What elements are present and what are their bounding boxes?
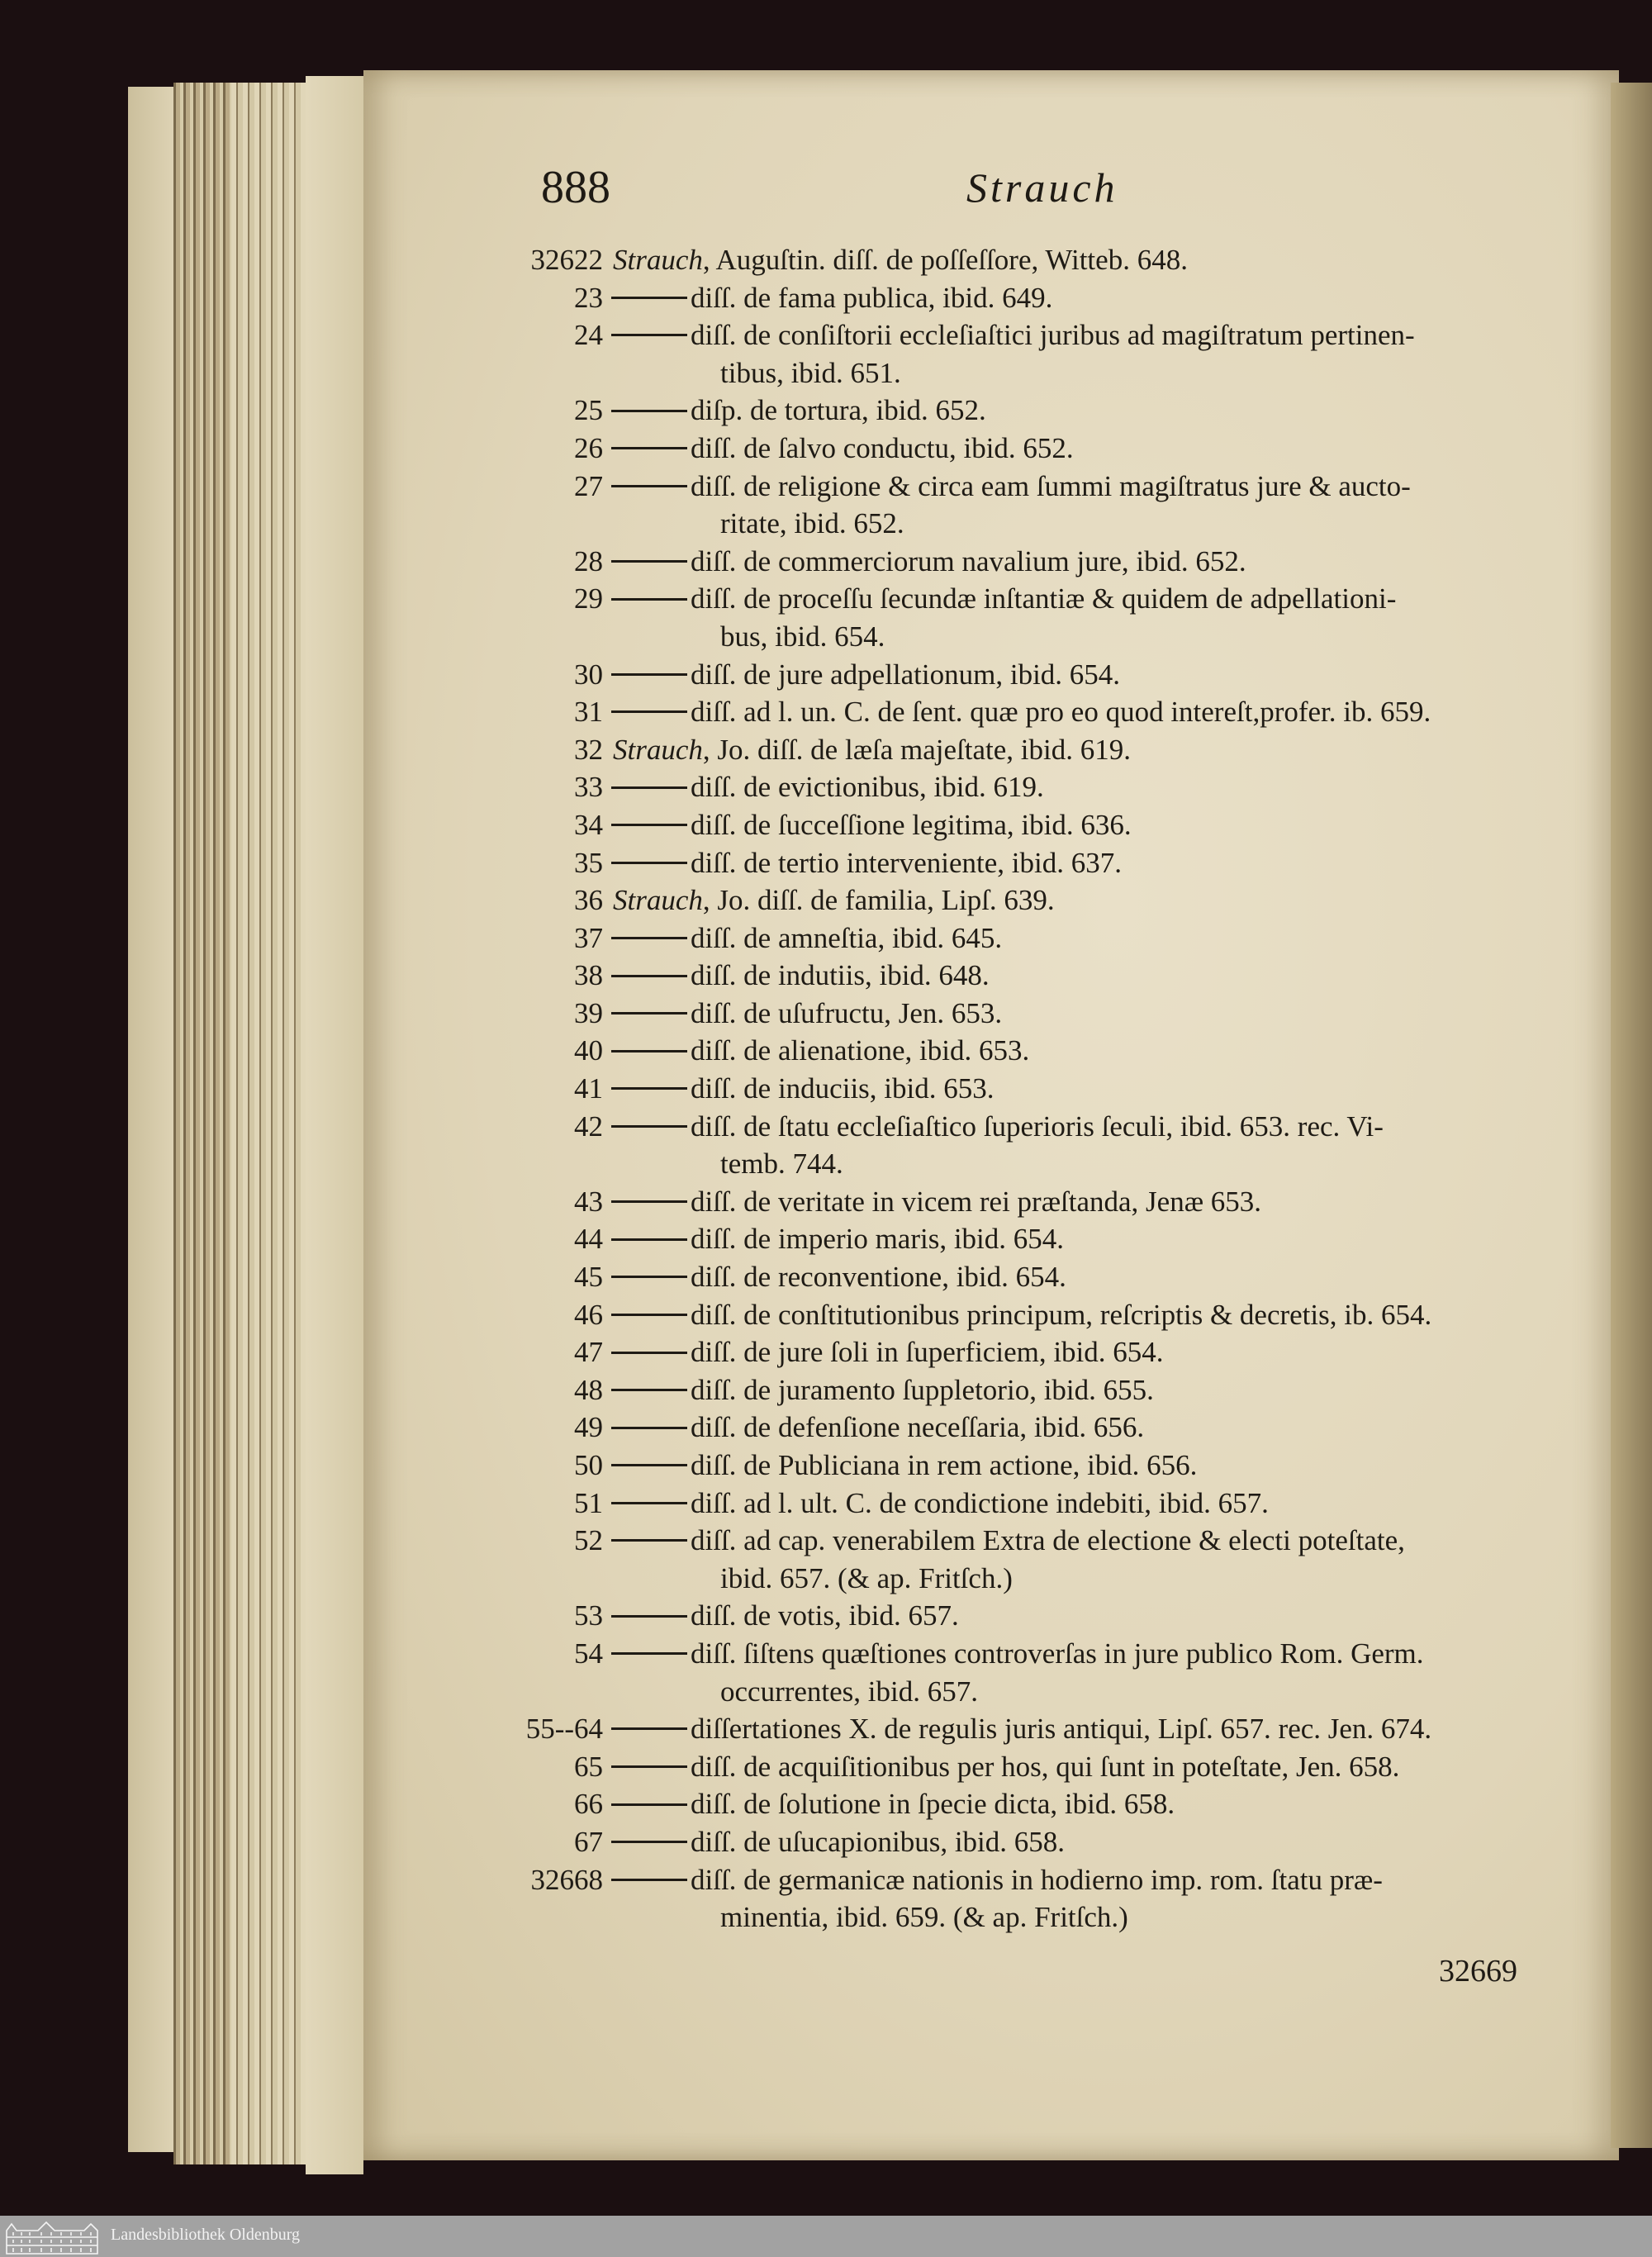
entry-number: 67 <box>574 1825 603 1858</box>
entry-continuation <box>496 1898 1586 1936</box>
entry-number: 52 <box>574 1524 603 1557</box>
entry-line <box>496 1522 1586 1560</box>
ditto-dash <box>611 1464 687 1466</box>
entry-line <box>496 1635 1586 1673</box>
entry-number: 36 <box>574 884 603 917</box>
footer-bar <box>0 2216 1652 2257</box>
entry-number: 32622 <box>530 244 603 276</box>
author-name: Strauch <box>613 884 703 917</box>
entry-text: ibid. 657. (& ap. Fritſch.) <box>720 1561 1013 1594</box>
ditto-dash <box>611 673 687 676</box>
entry-number: 47 <box>574 1336 603 1369</box>
ditto-dash <box>611 485 687 487</box>
entry-line <box>496 1258 1586 1296</box>
page-number: 888 <box>541 162 610 213</box>
entry-text: occurrentes, ibid. 657. <box>720 1675 978 1708</box>
entry-line <box>496 1296 1586 1334</box>
ditto-dash <box>611 1502 687 1504</box>
entry-number: 28 <box>574 544 603 577</box>
entry-number: 48 <box>574 1373 603 1406</box>
ditto-dash <box>611 598 687 601</box>
entry-line <box>496 316 1586 354</box>
entry-line <box>496 241 1586 279</box>
entry-line <box>496 995 1586 1033</box>
entry-author <box>613 241 1188 279</box>
entry-line <box>496 768 1586 806</box>
ditto-dash <box>611 1238 687 1241</box>
entry-line <box>496 1447 1586 1485</box>
entry-line <box>496 693 1586 731</box>
entry-number: 53 <box>574 1599 603 1632</box>
entry-text: bus, ibid. 654. <box>720 620 885 653</box>
entry-number: 41 <box>574 1072 603 1105</box>
entry-number: 31 <box>574 696 603 729</box>
entry-line <box>496 1748 1586 1786</box>
ditto-dash <box>611 1879 687 1881</box>
ditto-dash <box>611 1314 687 1316</box>
entry-text: ritate, ibid. 652. <box>720 507 904 540</box>
entry-continuation <box>496 618 1586 656</box>
entry-text: diſſ. de commerciorum navalium jure, ibid. 652. <box>691 544 1246 577</box>
entry-line <box>496 1333 1586 1371</box>
entry-line <box>496 1183 1586 1221</box>
entry-number: 24 <box>574 319 603 352</box>
ditto-dash <box>611 1389 687 1391</box>
entry-number: 65 <box>574 1750 603 1783</box>
entry-continuation <box>496 354 1586 392</box>
ditto-dash <box>611 1276 687 1278</box>
ditto-dash <box>611 710 687 713</box>
entry-line <box>496 1823 1586 1861</box>
entry-number: 42 <box>574 1109 603 1143</box>
entry-line <box>496 279 1586 317</box>
entry-text: diſſ. de germanicæ nationis in hodierno imp. rom. ſtatu præ- <box>691 1863 1383 1896</box>
ditto-dash <box>611 824 687 826</box>
entry-line <box>496 580 1586 618</box>
ditto-dash <box>611 410 687 412</box>
ditto-dash <box>611 1200 687 1203</box>
entry-text: diſſ. ad l. un. C. de ſent. quæ pro eo quod intereſt,profer. ib. 659. <box>691 696 1431 729</box>
entry-line <box>496 1485 1586 1523</box>
entry-number: 45 <box>574 1261 603 1294</box>
entry-text: diſſ. de acquiſitionibus per hos, qui ſunt in poteſtate, Jen. 658. <box>691 1750 1400 1783</box>
entry-text: diſſertationes X. de regulis juris antiqui, Lipſ. 657. rec. Jen. 674. <box>691 1713 1432 1746</box>
entry-text: diſſ. de jure ſoli in ſuperficiem, ibid. 654. <box>691 1336 1164 1369</box>
entry-number: 32668 <box>530 1863 603 1896</box>
entry-text: diſſ. de amneſtia, ibid. 645. <box>691 921 1003 954</box>
entry-line <box>496 1785 1586 1823</box>
ditto-dash <box>611 1087 687 1090</box>
entry-number: 43 <box>574 1185 603 1218</box>
entry-text: diſſ. de induciis, ibid. 653. <box>691 1072 995 1105</box>
entry-line <box>496 919 1586 957</box>
entry-number: 35 <box>574 846 603 879</box>
entry-continuation <box>496 505 1586 543</box>
library-building-logo-icon <box>5 2219 101 2255</box>
entry-text: diſſ. de Publiciana in rem actione, ibid. 656. <box>691 1449 1198 1481</box>
entry-number: 33 <box>574 771 603 804</box>
entry-text: diſſ. de ſolutione in ſpecie dicta, ibid. 658. <box>691 1788 1175 1821</box>
ditto-dash <box>611 1125 687 1128</box>
entry-text: diſſ. de tertio interveniente, ibid. 637. <box>691 846 1122 879</box>
entry-text: diſſ. de indutiis, ibid. 648. <box>691 959 990 992</box>
entry-text: diſſ. ad cap. venerabilem Extra de electione & electi poteſtate, <box>691 1524 1405 1557</box>
entry-text: diſſ. ad l. ult. C. de condictione indebiti, ibid. 657. <box>691 1486 1269 1519</box>
entry-continuation <box>496 1145 1586 1183</box>
entry-line <box>496 543 1586 581</box>
author-name: Strauch <box>613 244 703 276</box>
entry-number: 50 <box>574 1449 603 1481</box>
ditto-dash <box>611 1352 687 1354</box>
entry-text: diſſ. de conſiſtorii eccleſiaſtici juribus ad magiſtratum pertinen- <box>691 319 1415 352</box>
entry-line <box>496 1597 1586 1635</box>
ditto-dash <box>611 1615 687 1618</box>
entry-line <box>496 1220 1586 1258</box>
entry-line <box>496 806 1586 844</box>
entry-text: , Jo. diſſ. de familia, Lipſ. 639. <box>702 884 1055 917</box>
entry-line <box>496 957 1586 995</box>
entry-line <box>496 1710 1586 1748</box>
entry-number: 54 <box>574 1637 603 1670</box>
entry-text: diſſ. de religione & circa eam ſummi magiſtratus jure & aucto- <box>691 469 1411 502</box>
entry-number: 51 <box>574 1486 603 1519</box>
ditto-dash <box>611 560 687 563</box>
entry-text: diſſ. de conſtitutionibus principum, reſcriptis & decretis, ib. 654. <box>691 1298 1432 1331</box>
entry-number: 37 <box>574 921 603 954</box>
entry-number: 55--64 <box>525 1713 603 1746</box>
running-head: Strauch <box>966 164 1118 211</box>
entry-text: , Jo. diſſ. de læſa majeſtate, ibid. 619. <box>702 733 1132 766</box>
entry-number: 27 <box>574 469 603 502</box>
entry-line <box>496 468 1586 506</box>
entry-number: 49 <box>574 1411 603 1444</box>
entry-text: diſſ. de alienatione, ibid. 653. <box>691 1034 1030 1067</box>
ditto-dash <box>611 862 687 864</box>
entry-number: 66 <box>574 1788 603 1821</box>
bibliography-entries <box>496 241 1586 1936</box>
entry-number: 34 <box>574 808 603 841</box>
entry-number: 30 <box>574 658 603 691</box>
entry-text: diſſ. de ſucceſſione legitima, ibid. 636. <box>691 808 1132 841</box>
entry-text: diſſ. de reconventione, ibid. 654. <box>691 1261 1066 1294</box>
entry-text: temb. 744. <box>720 1148 843 1181</box>
ditto-dash <box>611 1765 687 1768</box>
page-edge-stack <box>173 83 231 2164</box>
entry-text: diſſ. de defenſione neceſſaria, ibid. 656. <box>691 1411 1145 1444</box>
ditto-dash <box>611 297 687 299</box>
entry-text: diſſ. de votis, ibid. 657. <box>691 1599 959 1632</box>
book-gutter <box>1611 83 1652 2148</box>
author-name: Strauch <box>613 733 703 766</box>
entry-line <box>496 881 1586 919</box>
library-name: Landesbibliothek Oldenburg <box>111 2226 301 2244</box>
ditto-dash <box>611 447 687 449</box>
entry-text: diſſ. de uſucapionibus, ibid. 658. <box>691 1825 1066 1858</box>
entry-number: 25 <box>574 394 603 427</box>
entry-number: 44 <box>574 1223 603 1256</box>
ditto-dash <box>611 1841 687 1843</box>
ditto-dash <box>611 975 687 977</box>
entry-text: tibus, ibid. 651. <box>720 356 901 389</box>
entry-author <box>613 731 1131 769</box>
ditto-dash <box>611 786 687 789</box>
ditto-dash <box>611 1803 687 1806</box>
entry-line <box>496 1070 1586 1108</box>
entry-line <box>496 392 1586 430</box>
entry-line <box>496 656 1586 694</box>
entry-number: 26 <box>574 431 603 464</box>
page-edge-stack <box>306 76 363 2174</box>
entry-text: diſſ. de fama publica, ibid. 649. <box>691 281 1053 314</box>
entry-text: diſp. de tortura, ibid. 652. <box>691 394 986 427</box>
entry-line <box>496 1032 1586 1070</box>
catchword: 32669 <box>1439 1954 1517 1989</box>
ditto-dash <box>611 1050 687 1052</box>
page-edge-stack <box>231 83 306 2164</box>
ditto-dash <box>611 1727 687 1730</box>
entry-text: diſſ. de juramento ſuppletorio, ibid. 655. <box>691 1373 1154 1406</box>
entry-line <box>496 1409 1586 1447</box>
entry-text: minentia, ibid. 659. (& ap. Fritſch.) <box>720 1901 1128 1934</box>
entry-number: 32 <box>574 733 603 766</box>
page-edge-stack <box>128 87 178 2152</box>
entry-text: diſſ. de ſalvo conductu, ibid. 652. <box>691 431 1074 464</box>
ditto-dash <box>611 334 687 336</box>
entry-line <box>496 1861 1586 1899</box>
entry-number: 40 <box>574 1034 603 1067</box>
entry-text: diſſ. de uſufructu, Jen. 653. <box>691 996 1003 1029</box>
entry-number: 39 <box>574 996 603 1029</box>
entry-line <box>496 731 1586 769</box>
entry-line <box>496 844 1586 882</box>
entry-text: diſſ. de imperio maris, ibid. 654. <box>691 1223 1065 1256</box>
entry-text: diſſ. de ſtatu eccleſiaſtico ſuperioris ſeculi, ibid. 653. rec. Vi- <box>691 1109 1384 1143</box>
entry-continuation <box>496 1560 1586 1598</box>
ditto-dash <box>611 1652 687 1655</box>
entry-author <box>613 881 1055 919</box>
entry-line <box>496 430 1586 468</box>
entry-text: diſſ. de proceſſu ſecundæ inſtantiæ & quidem de adpellationi- <box>691 582 1397 615</box>
entry-line <box>496 1371 1586 1409</box>
ditto-dash <box>611 1539 687 1542</box>
entry-text: diſſ. de veritate in vicem rei præſtanda, Jenæ 653. <box>691 1185 1262 1218</box>
entry-text: , Auguſtin. diſſ. de poſſeſſore, Witteb. 648. <box>702 244 1188 276</box>
entry-line <box>496 1108 1586 1146</box>
entry-number: 38 <box>574 959 603 992</box>
entry-text: diſſ. ſiſtens quæſtiones controverſas in jure publico Rom. Germ. <box>691 1637 1424 1670</box>
ditto-dash <box>611 937 687 939</box>
entry-continuation <box>496 1673 1586 1711</box>
ditto-dash <box>611 1427 687 1429</box>
entry-number: 29 <box>574 582 603 615</box>
ditto-dash <box>611 1012 687 1014</box>
entry-text: diſſ. de jure adpellationum, ibid. 654. <box>691 658 1121 691</box>
entry-number: 23 <box>574 281 603 314</box>
entry-number: 46 <box>574 1298 603 1331</box>
entry-text: diſſ. de evictionibus, ibid. 619. <box>691 771 1044 804</box>
